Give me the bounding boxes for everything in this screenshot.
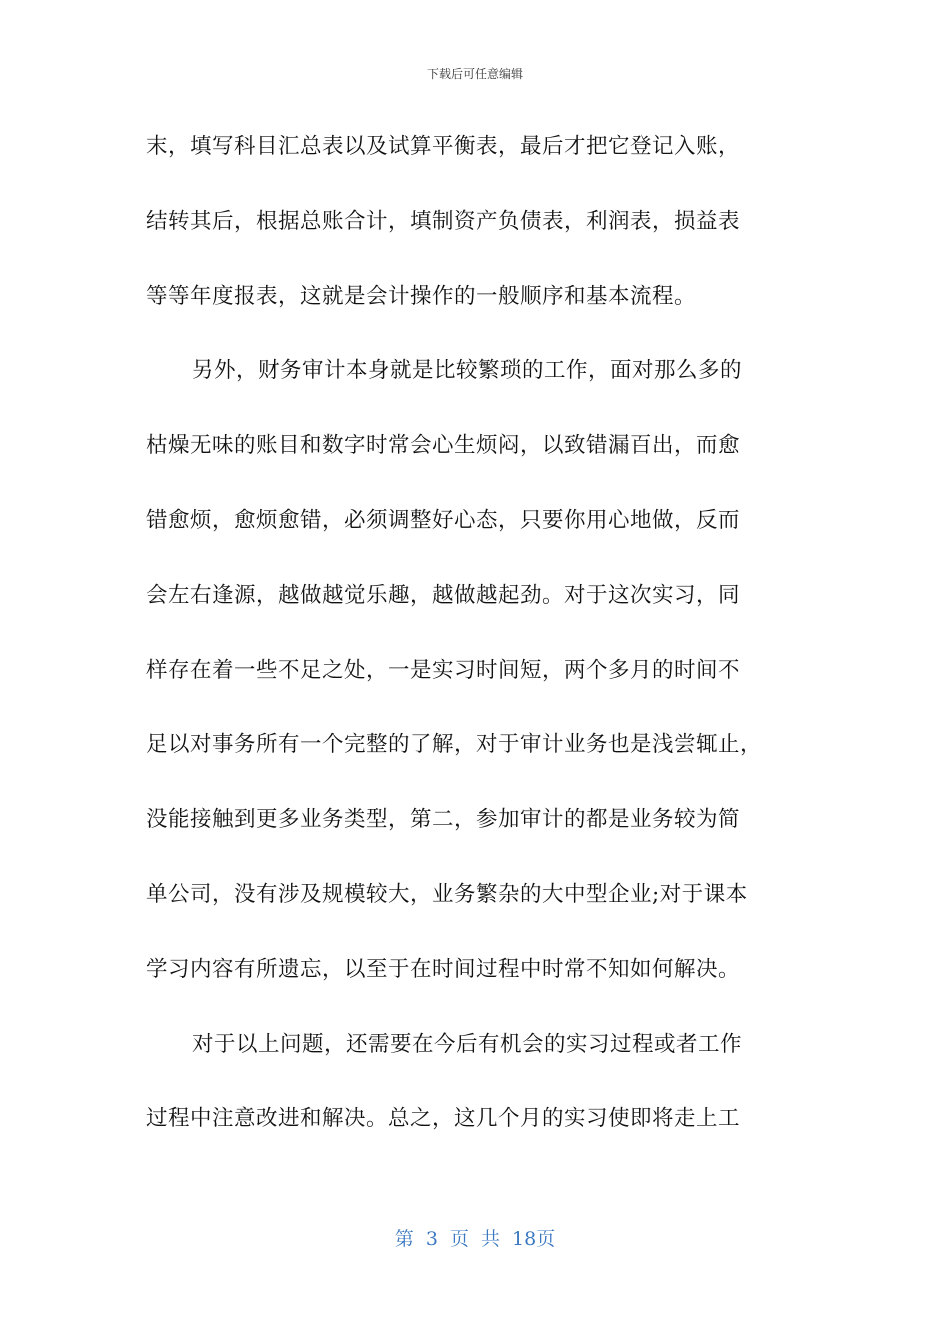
text-line: 等等年度报表，这就是会计操作的一般顺序和基本流程。 — [146, 283, 697, 309]
text-line: 结转其后，根据总账合计，填制资产负债表，利润表，损益表 — [146, 208, 741, 234]
page-number-footer: 第 3 页 共 18页 — [394, 1228, 556, 1250]
text-line: 过程中注意改进和解决。总之，这几个月的实习使即将走上工 — [146, 1106, 741, 1132]
page-header: 下载后可任意编辑 — [426, 67, 523, 81]
text-line: 错愈烦，愈烦愈错，必须调整好心态，只要你用心地做，反而 — [146, 507, 741, 533]
text-line: 会左右逢源，越做越觉乐趣，越做越起劲。对于这次实习，同 — [146, 582, 741, 608]
text-line: 末，填写科目汇总表以及试算平衡表，最后才把它登记入账， — [146, 134, 741, 159]
paragraph-start-line: 对于以上问题，还需要在今后有机会的实习过程或者工作 — [192, 1031, 743, 1057]
text-line: 单公司，没有涉及规模较大，业务繁杂的大中型企业;对于课本 — [146, 881, 748, 907]
text-line: 没能接触到更多业务类型，第二，参加审计的都是业务较为简 — [146, 807, 741, 833]
text-line: 样存在着一些不足之处，一是实习时间短，两个多月的时间不 — [146, 657, 741, 683]
paragraph-start-line: 另外，财务审计本身就是比较繁琐的工作，面对那么多的 — [192, 358, 743, 384]
text-line: 枯燥无味的账目和数字时常会心生烦闷，以致错漏百出，而愈 — [146, 433, 741, 459]
text-line: 足以对事务所有一个完整的了解，对于审计业务也是浅尝辄止， — [146, 732, 763, 758]
text-line: 学习内容有所遗忘，以至于在时间过程中时常不知如何解决。 — [146, 956, 741, 982]
body-text — [146, 124, 806, 1171]
